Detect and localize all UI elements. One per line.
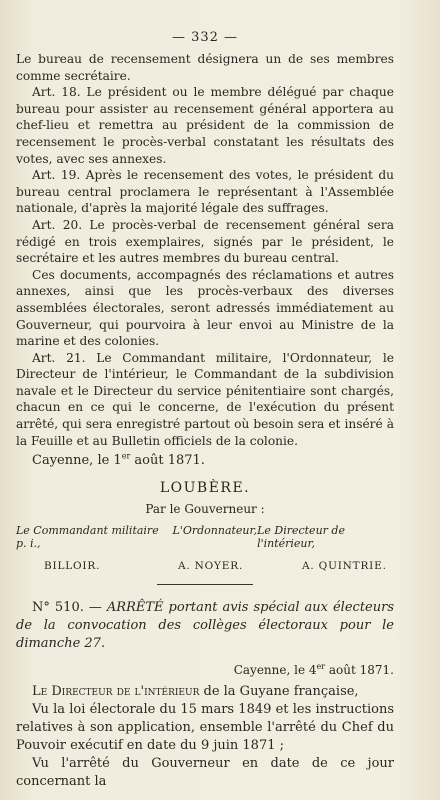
- title-commandant: Le Commandant militaire p. i.,: [16, 524, 159, 551]
- par-le-gouverneur: Par le Gouverneur :: [145, 502, 265, 517]
- name-billoir: BILLOIR.: [44, 560, 101, 573]
- signer-name: LOUBÈRE.: [159, 480, 251, 497]
- paragraph-art-21: Art. 21. Le Commandant militaire, l'Ordonnateur, le Directeur de l'intérieur, le Commandant de la subdivision navale et le Directeur du service pénitentiaire sont chargés, chacun en ce qui le concerne, de l'exécution du présent arrêté, qui sera enregistré partout où besoin sera et inséré à la Feuille et au Bulletin officiels de la colonie.: [16, 350, 394, 448]
- arrete-heading: [16, 599, 394, 653]
- arrete-vu-1: Vu la loi électorale du 15 mars 1849 et les instructions relatives à son application, ensemble l'arrêté du Chef du Pouvoir exécutif en date du 9 juin 1871 ;: [16, 702, 394, 754]
- signing-date: Cayenne, le 1er août 1871.: [32, 451, 205, 469]
- arrete-directeur: Le Directeur de l'intérieur de la Guyane française,: [32, 684, 359, 700]
- title-ordonnateur: L'Ordonnateur,: [172, 524, 258, 538]
- paragraph-art-20: Art. 20. Le procès-verbal de recensement général sera rédigé en trois exemplaires, signés par le président, le secrétaire et les autres membres du bureau central.: [16, 217, 394, 266]
- arrete-date: Cayenne, le 4er août 1871.: [233, 662, 394, 678]
- paragraph-art-18: Art. 18. Le président ou le membre délégué par chaque bureau pour assister au recensement général apportera au chef-lieu et remettra au président de la commission de recensement le procès-verbal constatant les résultats des votes, avec ses annexes.: [16, 85, 394, 166]
- arrete-number: N° 510. —: [32, 600, 102, 616]
- paragraph-art-19: Art. 19. Après le recensement des votes, le président du bureau central proclamera le représentant à l'Assemblée nationale, d'après la majorité légale des suffrages.: [16, 168, 394, 216]
- name-noyer: A. NOYER.: [178, 560, 244, 573]
- arrete-vu-2: Vu l'arrêté du Gouverneur en date de ce jour concernant la: [16, 756, 394, 790]
- title-directeur: Le Directeur de l'intérieur,: [257, 524, 345, 551]
- name-quintrie: A. QUINTRIE.: [302, 560, 387, 573]
- signatory-titles: [16, 524, 394, 550]
- signatory-names: [16, 560, 394, 572]
- arrete-title: ARRÊTÉ portant avis spécial aux électeurs de la convocation des collèges électoraux pour le dimanche 27.: [16, 600, 394, 652]
- section-divider: [157, 584, 253, 585]
- paragraph-secretaire: Le bureau de recensement désignera un de ses membres comme secrétaire.: [16, 52, 394, 83]
- page-number: — 332 —: [171, 30, 239, 45]
- paragraph-documents: Ces documents, accompagnés des réclamations et autres annexes, ainsi que les procès-verbaux des diverses assemblées électorales, seront adressés immédiatement au Gouverneur, qui pourvoira à leur envoi au Ministre de la marine et des colonies.: [16, 267, 394, 349]
